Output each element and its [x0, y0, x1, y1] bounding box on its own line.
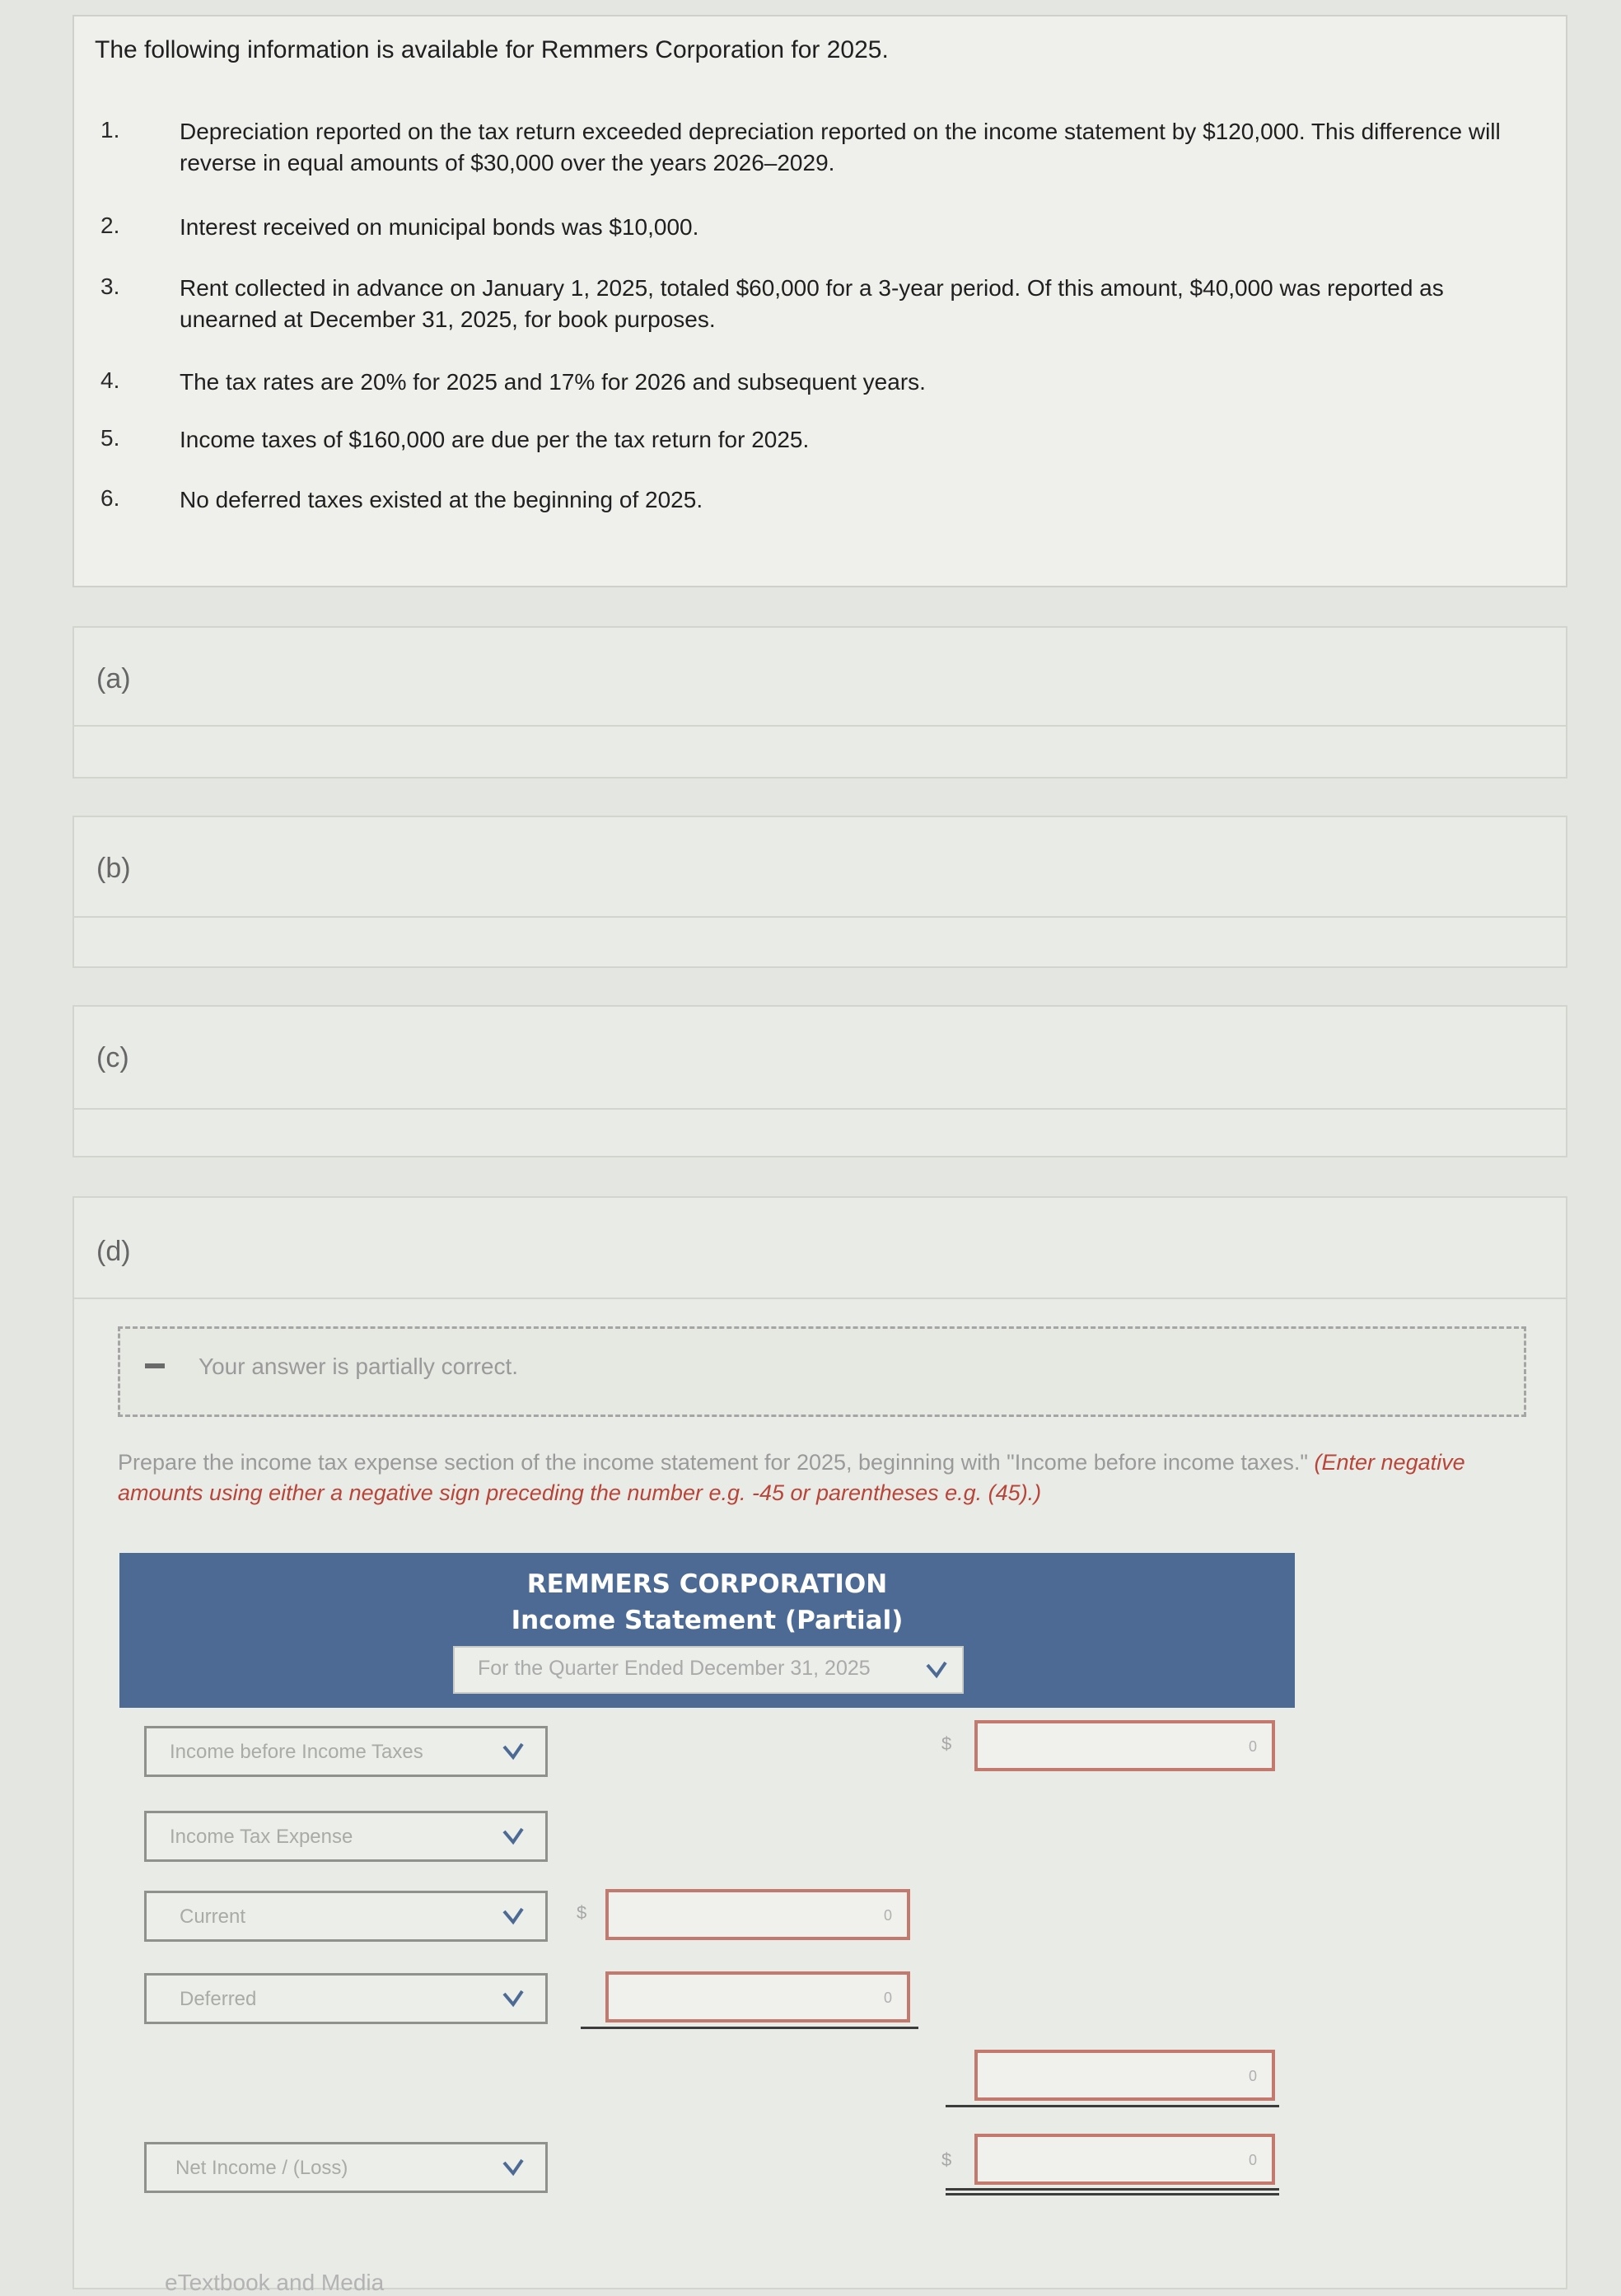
- item-text: Interest received on municipal bonds was $10,000.: [180, 214, 699, 240]
- chevron-down-icon: [501, 1986, 526, 2011]
- period-select[interactable]: [453, 1646, 964, 1694]
- item-number: 4.: [100, 367, 120, 393]
- select-value: Deferred: [180, 1988, 257, 2010]
- net-income-select[interactable]: [144, 2142, 548, 2193]
- statement-title: Income Statement (Partial): [511, 1606, 904, 1635]
- income-tax-expense-select[interactable]: [144, 1811, 548, 1862]
- select-value: Current: [180, 1906, 246, 1928]
- deferred-tax-input[interactable]: [605, 1971, 910, 2022]
- input-value: 0: [1248, 2068, 1257, 2084]
- deferred-select[interactable]: [144, 1973, 548, 2024]
- total-tax-expense-input[interactable]: [974, 2050, 1275, 2101]
- subtotal-underline: [581, 2027, 918, 2029]
- instructions-main: Prepare the income tax expense section of the income statement for 2025, beginning with "Income before income taxes.": [118, 1450, 1308, 1475]
- select-value: Income Tax Expense: [170, 1826, 353, 1848]
- part-a-section[interactable]: [72, 626, 1567, 779]
- feedback-notice: [118, 1326, 1526, 1417]
- current-tax-input[interactable]: [605, 1889, 910, 1940]
- income-before-taxes-select[interactable]: [144, 1726, 548, 1777]
- chevron-down-icon: [501, 2155, 526, 2180]
- chevron-down-icon: [501, 1904, 526, 1929]
- divider: [72, 916, 1567, 918]
- etextbook-link[interactable]: eTextbook and Media: [165, 2270, 385, 2295]
- item-number: 6.: [100, 485, 120, 511]
- item-text: Depreciation reported on the tax return exceeded depreciation reported on the income statement by $120,000. This difference will reverse in equal amounts of $30,000 over the years 2026–2029.: [180, 119, 1501, 175]
- part-b-label: (b): [96, 853, 131, 884]
- divider: [72, 1298, 1567, 1299]
- problem-intro: The following information is available for Remmers Corporation for 2025.: [95, 36, 889, 63]
- chevron-down-icon: [501, 1824, 526, 1849]
- double-underline-top: [946, 2188, 1279, 2191]
- partial-correct-icon: [145, 1363, 165, 1368]
- item-number: 3.: [100, 274, 120, 299]
- item-text: No deferred taxes existed at the beginning of 2025.: [180, 487, 703, 512]
- dollar-sign: $: [577, 1902, 587, 1923]
- item-text: Income taxes of $160,000 are due per the tax return for 2025.: [180, 427, 810, 452]
- company-name: REMMERS CORPORATION: [526, 1569, 888, 1599]
- divider: [72, 725, 1567, 727]
- current-select[interactable]: [144, 1891, 548, 1942]
- dollar-sign: $: [941, 1733, 952, 1754]
- statement-header: [119, 1553, 1295, 1708]
- income-before-taxes-input[interactable]: [974, 1720, 1275, 1771]
- part-d-label: (d): [96, 1236, 131, 1267]
- part-c-label: (c): [96, 1042, 129, 1073]
- feedback-text: Your answer is partially correct.: [199, 1354, 519, 1379]
- item-number: 2.: [100, 213, 120, 238]
- input-value: 0: [883, 1990, 892, 2006]
- double-underline-bottom: [946, 2193, 1279, 2195]
- input-value: 0: [1248, 2152, 1257, 2168]
- instructions: [118, 1447, 1518, 1508]
- total-underline: [946, 2105, 1279, 2107]
- item-number: 1.: [100, 117, 120, 143]
- item-text: The tax rates are 20% for 2025 and 17% for 2026 and subsequent years.: [180, 369, 926, 395]
- chevron-down-icon: [924, 1658, 949, 1682]
- part-c-section[interactable]: [72, 1005, 1567, 1157]
- dollar-sign: $: [941, 2149, 952, 2170]
- part-b-section[interactable]: [72, 816, 1567, 968]
- instructions-note: (Enter negative amounts using either a negative sign preceding the number e.g. -45 or parentheses e.g. (45).): [118, 1450, 1465, 1505]
- item-number: 5.: [100, 425, 120, 451]
- chevron-down-icon: [501, 1739, 526, 1764]
- input-value: 0: [1248, 1738, 1257, 1755]
- item-text: Rent collected in advance on January 1, 2025, totaled $60,000 for a 3-year period. Of this amount, $40,000 was reported as unearned at December 31, 2025, for book purposes.: [180, 275, 1444, 332]
- divider: [72, 1108, 1567, 1110]
- part-a-label: (a): [96, 663, 131, 694]
- select-value: Net Income / (Loss): [175, 2157, 348, 2179]
- input-value: 0: [883, 1907, 892, 1924]
- period-select-value: For the Quarter Ended December 31, 2025: [478, 1657, 871, 1680]
- select-value: Income before Income Taxes: [170, 1741, 423, 1763]
- net-income-input[interactable]: [974, 2134, 1275, 2185]
